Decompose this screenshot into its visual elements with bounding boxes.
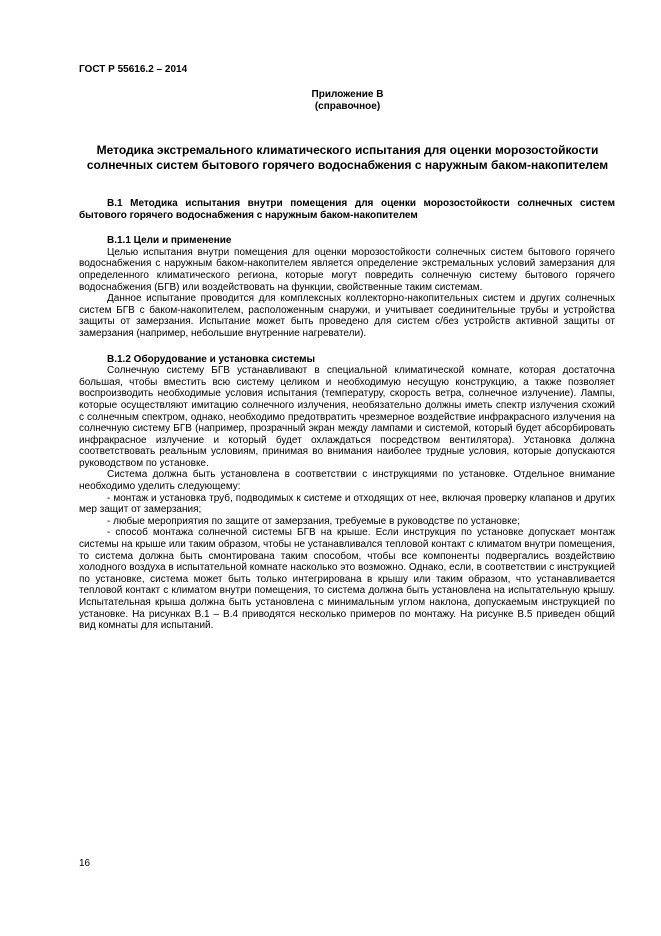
annex-heading [79, 89, 616, 113]
document-body [79, 198, 615, 632]
document-header: ГОСТ Р 55616.2 – 2014 [79, 64, 188, 75]
section-b11-paragraph-2: Данное испытание проводится для комплексных коллекторно-накопительных систем и других солнечных систем БГВ с баком-накопителем, расположенным снаружи, и учитывает соединительные трубы и устройства защиты от замерзания. Испытание может быть проведено для систем с/без устройств активной защиты от замерзания (например, небольшие внутренние нагреватели). [79, 293, 615, 339]
list-item-roof-mounting: - способ монтажа солнечной системы БГВ на крыше. Если инструкция по установке допускает монтаж системы на крыше или таким образом, чтобы не устанавливался тепловой контакт с климатом внутри помещения, то система должна быть смонтирована таким способом, чтобы все компоненты подвергались воздействию холодного воздуха в испытательной комнате насколько это возможно. Однако, если, в соответствии с инструкцией по установке, система может быть только интегрирована в крышу или таким образом, что устанавливается тепловой контакт с климатом внутри помещения, то система должна быть установлена на испытательную крышу. Испытательная крыша должна быть установлена с минимальным углом наклона, допускаемым инструкцией по установке. На рисунках В.1 – В.4 приводятся несколько примеров по монтажу. На рисунке В.5 приведен общий вид комнаты для испытаний. [79, 527, 615, 632]
annex-title: Приложение В [311, 89, 384, 100]
section-b12-paragraph-2: Система должна быть установлена в соответствии с инструкциями по установке. Отдельное внимание необходимо уделить следующему: [79, 469, 615, 493]
spacer [79, 340, 615, 354]
spacer [79, 221, 615, 235]
section-b11-paragraph-1: Целью испытания внутри помещения для оценки морозостойкости солнечных систем бытового горячего водоснабжения с наружным баком-накопителем является определение экстремальных условий замерзания для определенного климатического региона, которые могут повредить солнечную систему бытового горячего водоснабжения (БГВ) или воздействовать на функции, свойственные таким системам. [79, 246, 615, 293]
section-b12-title: В.1.2 Оборудование и установка системы [107, 353, 316, 365]
list-item-pipes: - монтаж и установка труб, подводимых к системе и отходящих от нее, включая проверку клапанов и других мер защит от замерзания; [79, 492, 615, 516]
main-title: Методика экстремального климатического испытания для оценки морозостойкости солнечных систем бытового горячего водоснабжения с наружным баком-накопителем [86, 143, 609, 172]
page-number: 16 [79, 858, 91, 869]
section-b12-paragraph-1: Солнечную систему БГВ устанавливают в специальной климатической комнате, которая достаточна большая, чтобы вместить всю систему целиком и необходимую несущую конструкцию, а также позволяет воспроизводить необходимые условия испытания (температуру, скорость ветра, солнечное излучение). Лампы, которые осуществляют имитацию солнечного излучения, необязательно должны иметь спектр излучения схожий с солнечным спектром, однако, необходимо предотвратить чрезмерное воздействие инфракрасного излучения на солнечную систему БГВ (например, прозрачный экран между лампами и системой, который будет абсорбировать инфракрасное излучение и который будет охлаждаться посредством вентилятора). Установка должна соответствовать реальным условиям, принимая во внимания наиболее трудные условия, которые допускаются руководством по установке. [79, 365, 615, 469]
annex-type: (справочное) [314, 101, 381, 112]
section-b11-title: В.1.1 Цели и применение [107, 235, 232, 247]
section-b1-title: В.1 Методика испытания внутри помещения для оценки морозостойкости солнечных систем бытового горячего водоснабжения с наружным баком-накопителем [79, 198, 615, 221]
list-item-freeze-protection: - любые мероприятия по защите от замерзания, требуемые в руководстве по установке; [107, 515, 521, 527]
